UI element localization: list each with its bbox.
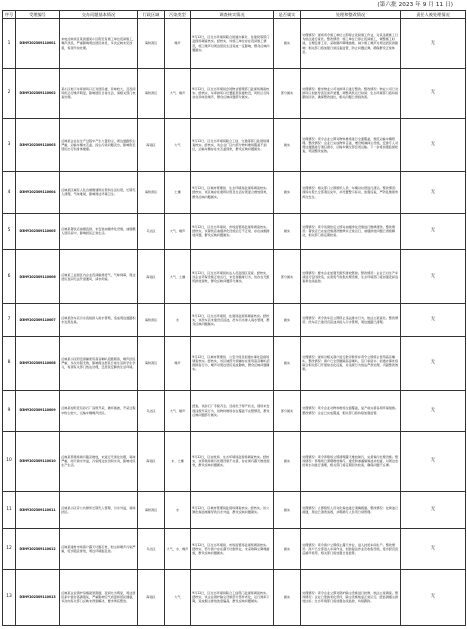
handling-result: 处理情况：责令商户立即停止露天作业，进入封闭车间生产。整改情况：商户已全部进入车间作业，加装湿法作业及收集设施，废水经沉淀后循环使用，相关部门将加强日常监管。 (301, 528, 401, 569)
table-row (3, 492, 466, 529)
table-row (3, 390, 466, 431)
district: 海勃湾区 (138, 492, 165, 529)
district: 海勃湾区 (138, 172, 165, 213)
complaint-summary: 反映某企业锅炉房烟囱冒黑烟，夜间尤为明显，周边居民家中窗台落满黑灰，严重影响空气质量和居民健康，多次向有关部门反映未得到解决，要求彻底整治。 (60, 569, 138, 625)
district: 乌达区 (138, 390, 165, 431)
complaint-summary: 反映某小区附近商铺使用高音喇叭招揽顾客，噪声扰民严重，多次劝阻无效，影响周边居民日常生活和学生学习，希望有关部门依法处理，还居民安静的生活环境。 (60, 336, 138, 390)
accountability-result: 无 (401, 390, 466, 431)
row-number: 4 (3, 172, 16, 213)
accountability-result: 无 (401, 569, 466, 625)
verified-status: 属实 (274, 172, 301, 213)
investigation-result: 9月12日，区生态环境局联合街道办事处、住建局等部门赴现场调查核实。经核实，该施工单位存在夜间施工情况，施工噪声对周边居民生活造成一定影响，群众反映问题属实。 (191, 19, 274, 69)
accountability-result: 无 (401, 492, 466, 529)
verified-status: 属实 (274, 118, 301, 172)
table-row (3, 431, 466, 491)
complaint-table (2, 10, 466, 626)
column-header: 污染类型 (165, 11, 191, 19)
district: 海南区 (138, 118, 165, 172)
investigation-result: 9月12日，区生态环境局联合工信、交通等部门赴现场调查核实。经核实，该企业厂区内部分物料堆场覆盖不到位，运输车辆存在未苫盖现象，群众反映问题属实。 (191, 118, 274, 172)
complaint-summary: 反映某餐饮店油烟直排，未安装油烟净化设施，油烟飘入居民家中，影响居民正常生活。 (60, 213, 138, 250)
row-number: 8 (3, 336, 16, 390)
complaint-summary: 反映某建材市场商户露天切割石材，粉尘和噪声污染严重，废水随意排放，周边环境脏乱差。 (60, 528, 138, 569)
receipt-code: D3HY202309110013 (16, 569, 60, 625)
verified-status: 部分属实 (274, 250, 301, 304)
receipt-code: D3HY202309110007 (16, 304, 60, 336)
handling-result: 处理情况：责令该餐饮店立即对油烟净化设施进行维修清洗。整改情况：餐饮店已完成设施清洗维修并正常运行，油烟排放问题已得到解决，相关部门将定期检查。 (301, 213, 401, 250)
table-row (3, 19, 466, 69)
column-header: 行政区域 (138, 11, 165, 19)
verified-status: 属实 (274, 336, 301, 390)
district: 海勃湾区 (138, 19, 165, 69)
page-header: (第六批 2023 年 9 月 11 日) (377, 2, 453, 8)
table-body (3, 19, 466, 626)
handling-result: 处理情况：相关部门立即组织人员、车辆对垃圾进行清运。整改情况：现场垃圾已全部清运完毕，并设置警示标识，加强巡查，严防乱倒现象再次发生。 (301, 172, 401, 213)
receipt-code: D3HY202309110010 (16, 431, 60, 491)
pollution-type: 大气 (165, 569, 191, 625)
district: 海南区 (138, 431, 165, 491)
complaint-summary: 某小区地下车库排风口正对居民楼，异味较大，且夜间风机运行噪声明显，影响居民日常生活，请相关部门核查处理。 (60, 68, 138, 118)
verified-status: 属实 (274, 213, 301, 250)
handling-result: 处理情况：现场责令施工单位立即停止夜间施工作业，对其违规施工行为依法进行查处。整改情况：施工单位已停止夜间施工，调整施工时间，合理安排工序，采取隔声降噪措施，减少施工噪声对周边居民的影响；相关部门将加强日常巡查监管，防止问题反弹，确保群众正常休息。 (301, 19, 401, 69)
handling-result: 处理情况：责令企业立即对锅炉除尘设施进行检修，依法立案调查。整改情况：企业已更换老化部件，除尘设施恢复正常运行，经监测烟尘排放达标；生态环境部门将加强在线监控，持续跟踪。 (301, 569, 401, 625)
complaint-summary: 反映某区域有人私自倾倒建筑垃圾和生活垃圾，长期无人清理，气味难闻，影响周边环境卫生。 (60, 172, 138, 213)
pollution-type: 大气 (165, 118, 191, 172)
complaint-summary: 反映某企业在生产过程中产生大量粉尘，周边道路积尘严重，运输车辆未苫盖，扬尘污染问题突出，影响附近居民出行和身体健康。 (60, 118, 138, 172)
verified-status: 部分属实 (274, 68, 301, 118)
column-header: 是否属实 (274, 11, 301, 19)
pollution-type: 大气、噪声 (165, 213, 191, 250)
investigation-result: 9月12日，区城市管理局、公安分局及街道办事处赴现场调查核实。经核实，该区域部分商铺存在使用高音喇叭招揽顾客行为，噪声对周边居民造成影响，群众反映问题属实。 (191, 336, 274, 390)
receipt-code: D3HY202309110001 (16, 19, 60, 69)
handling-result: 处理情况：要求物业公司对排风口进行整改。整改情况：物业公司已对排风口加装导流及消声装置，调整风机运行时间；生态环境部门将持续跟踪回访，确保整改到位，相关问题已得到改善。 (301, 68, 401, 118)
table-row (3, 569, 466, 625)
pollution-type: 噪声 (165, 19, 191, 69)
receipt-code: D3HY202309110002 (16, 68, 60, 118)
table-row (3, 213, 466, 250)
accountability-result: 无 (401, 528, 466, 569)
handling-result: 处理情况：责令洗车店立即停止违法排水行为，依法立案查处。整改情况：洗车店已建设沉淀池并接入污水管网，周边道路已清理。 (301, 304, 401, 336)
accountability-result: 无 (401, 336, 466, 390)
pollution-type: 大气、噪声 (165, 390, 191, 431)
row-number: 2 (3, 68, 16, 118)
investigation-result: 9月12日，区城市管理局赴现场调查核实。经核实，该公厕化粪池堵塞导致污水外溢，群众反映问题属实。 (191, 492, 274, 529)
complaint-summary: 反映某小区旁公共厕所长期无人管理，污水外溢，臭味扰民。 (60, 492, 138, 529)
pollution-type: 噪声 (165, 336, 191, 390)
district: 海勃湾区 (138, 68, 165, 118)
district: 海勃湾区 (138, 336, 165, 390)
receipt-code: D3HY202309110011 (16, 492, 60, 529)
handling-result: 处理情况：责令养殖场立即清理露天堆放粪污，完善粪污处理设施。整改情况：养殖场已清理堆放粪污，建设防渗漏储粪池并加盖，对周边农田和水沟进行清理，相关部门将定期回访检查，确保问题不反弹。 (301, 431, 401, 491)
pollution-type: 水 (165, 304, 191, 336)
verified-status: 属实 (274, 528, 301, 569)
table-row (3, 68, 466, 118)
investigation-result: 9月12日，区城市管理局、生态环境局赴现场调查核实。经核实，该区域存在建筑垃圾及生活垃圾混合堆放现象，群众反映问题属实。 (191, 172, 274, 213)
table-row (3, 304, 466, 336)
pollution-type: 大气、噪声 (165, 68, 191, 118)
row-number: 5 (3, 213, 16, 250)
accountability-result: 无 (401, 118, 466, 172)
accountability-result: 无 (401, 68, 466, 118)
complaint-summary: 反映某工业园区内企业夜间偷排废气，气味刺鼻，周边居民夜间无法开窗通风，请求彻查。 (60, 250, 138, 304)
pollution-type: 大气、土壤 (165, 250, 191, 304)
investigation-result: 9月12日，区农牧局、生态环境局赴现场调查核实。经核实，该养殖场粪污处理设施不完善，存在粪污露天堆放现象，群众反映问题属实。 (191, 431, 274, 491)
district: 乌达区 (138, 528, 165, 569)
column-header: 序号 (3, 11, 16, 19)
verified-status: 属实 (274, 431, 301, 491)
verified-status: 属实 (274, 304, 301, 336)
column-header: 处理和整改情况 (301, 11, 401, 19)
complaint-summary: 反映某养殖场粪污随意堆放，未进行无害化处理，臭味严重，雨天粪水外溢，污染周边农田和水沟，影响村民生产生活。 (60, 431, 138, 491)
receipt-code: D3HY202309110012 (16, 528, 60, 569)
investigation-result: 经查，该砂石厂手续齐全，目前处于停产状态，现场未发现违规开采行为，但物料堆场存在覆盖不完整情况，群众反映问题部分属实。 (191, 390, 274, 431)
accountability-result: 无 (401, 213, 466, 250)
column-header: 受理编号 (16, 11, 60, 19)
handling-result: 处理情况：现场对相关商户进行批评教育并责令立即停止使用高音喇叭。整改情况：商户已全部撤除高音喇叭，签订承诺书；街道办事处将联合相关部门开展常态化巡查，对违规行为依法严肃处理，巩固整改效果。 (301, 336, 401, 390)
complaint-summary: 反映某洗车店污水直接排入雨水管网，造成周边道路积水发黑发臭。 (60, 304, 138, 336)
accountability-result: 无 (401, 19, 466, 69)
column-header: 责任人被处理情况 (401, 11, 466, 19)
pollution-type: 大气、水、噪声 (165, 528, 191, 569)
receipt-code: D3HY202309110003 (16, 118, 60, 172)
investigation-result: 9月12日，区生态环境局、市场监管局赴现场调查核实。经核实，部分商户存在露天切割作业，未采取降尘降噪措施，群众反映问题属实。 (191, 528, 274, 569)
receipt-code: D3HY202309110006 (16, 250, 60, 304)
receipt-code: D3HY202309110008 (16, 336, 60, 390)
verified-status: 属实 (274, 569, 301, 625)
table-row (3, 118, 466, 172)
table-row (3, 250, 466, 304)
complaint-summary: 来电反映该区某街道某小区附近有施工单位夜间施工，噪声扰民，严重影响周边居民休息，多次反映未见改善，希望尽快处理。 (60, 19, 138, 69)
investigation-result: 9月12日，区生态环境局执法人员赴园区夜查。经核实，该企业环保设施正常运行，未发现偷排行为，但存在无组织排放现象，群众反映问题部分属实。 (191, 250, 274, 304)
complaint-summary: 反映某村附近有砂石厂违规开采，破坏植被，开采过程中粉尘较大，运输车辆噪声扰民。 (60, 390, 138, 431)
table-row (3, 172, 466, 213)
row-number: 6 (3, 250, 16, 304)
table-row (3, 336, 466, 390)
handling-result: 处理情况：要求企业加强无组织排放管控。整改情况：企业已对生产车间进行密闭改造，完善废气收集处理设施，生态环境部门将加强夜间巡查和在线监控。 (301, 250, 401, 304)
table-header-row (3, 11, 466, 19)
accountability-result: 无 (401, 431, 466, 491)
handling-result: 处理情况：责令企业立即对物料堆场进行全面覆盖，规范运输车辆管理。整改情况：企业已完成物料苫盖，增设喷淋抑尘设施，安排专人对周边道路进行清扫洒水，运输车辆全部密闭运输。下一步将加强监督检查，巩固整改成效。 (301, 118, 401, 172)
investigation-result: 9月12日，区生态环境局、住建局赴现场调查核实。经核实，该洗车店未建设沉淀池，洗车污水排入雨水管网，群众反映问题属实。 (191, 304, 274, 336)
investigation-result: 9月12日，区生态环境局、市场监管局赴现场调查核实。经核实，该餐饮店油烟净化设施运行不正常，存在油烟排放问题，群众反映问题属实。 (191, 213, 274, 250)
pollution-type: 土壤 (165, 172, 191, 213)
verified-status: 部分属实 (274, 390, 301, 431)
verified-status: 属实 (274, 492, 301, 529)
row-number: 7 (3, 304, 16, 336)
investigation-result: 9月12日，区生态环境局联合工信部门赴现场调查核实。经核实，该企业锅炉除尘设施部分部件老化，运行效率下降，造成烟尘排放浓度偏高，群众反映问题属实。 (191, 569, 274, 625)
investigation-result: 9月12日，区生态环境局会同物业管理部门赴现场调查核实。经核实，车库排风口位置距居民楼较近，风机运行时存在异味及噪声，群众反映问题部分属实。 (191, 68, 274, 118)
handling-result: 处理情况：立即组织人员对化粪池进行清掏疏通。整改情况：化粪池已疏通，周边已清洗消毒，并明确专人负责日常管理。 (301, 492, 401, 529)
column-header: 调查核实情况 (191, 11, 274, 19)
pollution-type: 水 (165, 492, 191, 529)
table-row (3, 528, 466, 569)
district: 乌达区 (138, 213, 165, 250)
accountability-result: 无 (401, 250, 466, 304)
column-header: 交办问题基本情况 (60, 11, 138, 19)
district: 海南区 (138, 569, 165, 625)
receipt-code: D3HY202309110009 (16, 390, 60, 431)
verified-status: 属实 (274, 19, 301, 69)
row-number: 9 (3, 390, 16, 431)
receipt-code: D3HY202309110005 (16, 213, 60, 250)
row-number: 1 (3, 19, 16, 69)
handling-result: 处理情况：责令企业对物料堆场全面覆盖，复产前完善各项环保措施。整改情况：企业已完成覆盖，相关部门将持续加强监管。 (301, 390, 401, 431)
accountability-result: 无 (401, 172, 466, 213)
row-number: 11 (3, 492, 16, 529)
district: 海勃湾区 (138, 304, 165, 336)
pollution-type: 水、土壤 (165, 431, 191, 491)
row-number: 10 (3, 431, 16, 491)
accountability-result: 无 (401, 304, 466, 336)
row-number: 12 (3, 528, 16, 569)
row-number: 13 (3, 569, 16, 625)
row-number: 3 (3, 118, 16, 172)
receipt-code: D3HY202309110004 (16, 172, 60, 213)
district: 海南区 (138, 250, 165, 304)
